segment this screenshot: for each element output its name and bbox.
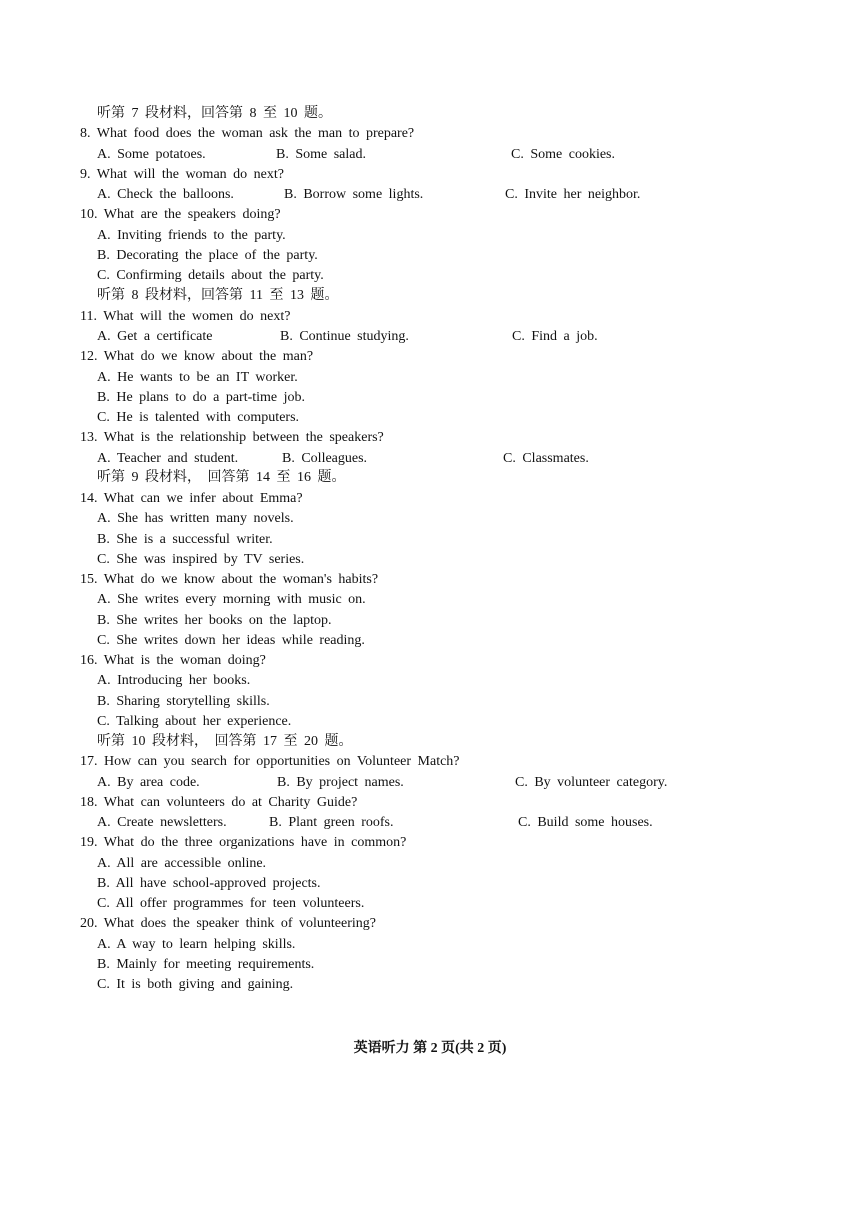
options-row	[0, 773, 860, 793]
question-number: 20.	[80, 916, 98, 931]
option-c: C. She writes down her ideas while reading.	[97, 633, 365, 648]
question-text: What do the three organizations have in common?	[103, 835, 407, 850]
option-a: A. A way to learn helping skills.	[97, 937, 296, 952]
question-12	[80, 347, 313, 367]
question-text: What can we infer about Emma?	[103, 491, 303, 506]
question-9	[80, 165, 284, 185]
option-b: B. Some salad.	[276, 147, 366, 162]
question-text: How can you search for opportunities on Volunteer Match?	[104, 754, 460, 769]
option-b: B. She is a successful writer.	[97, 532, 273, 547]
question-14	[80, 489, 303, 509]
option-a: A. Some potatoes.	[97, 147, 206, 162]
option-c: C. Classmates.	[503, 451, 589, 466]
option-c: C. He is talented with computers.	[97, 410, 300, 425]
option-c: C. Find a job.	[512, 329, 598, 344]
option-a: A. Check the balloons.	[97, 187, 234, 202]
option-b: B. All have school-approved projects.	[97, 876, 321, 891]
option-c: C. Some cookies.	[511, 147, 615, 162]
question-number: 8.	[80, 126, 91, 141]
option-c: C. She was inspired by TV series.	[97, 552, 305, 567]
option-c: C. Build some houses.	[518, 815, 653, 830]
question-20	[80, 914, 376, 934]
question-text: What are the speakers doing?	[103, 207, 281, 222]
question-10	[80, 205, 281, 225]
question-number: 11.	[80, 309, 97, 324]
option-b: B. Continue studying.	[280, 329, 409, 344]
options-row	[0, 813, 860, 833]
question-16	[80, 651, 266, 671]
question-17	[80, 752, 460, 772]
question-11	[80, 307, 290, 327]
option-b: B. Sharing storytelling skills.	[97, 694, 270, 709]
section-heading: 听第 9 段材料， 回答第 14 至 16 题。	[97, 470, 346, 485]
options-row	[0, 185, 860, 205]
option-a: A. By area code.	[97, 775, 200, 790]
option-b: B. Colleagues.	[282, 451, 368, 466]
option-a: A. Create newsletters.	[97, 815, 227, 830]
options-row	[0, 145, 860, 165]
question-text: What food does the woman ask the man to prepare?	[96, 126, 415, 141]
question-number: 15.	[80, 572, 98, 587]
question-number: 18.	[80, 795, 98, 810]
option-b: B. He plans to do a part-time job.	[97, 390, 306, 405]
option-c: C. Talking about her experience.	[97, 714, 292, 729]
options-row	[0, 449, 860, 469]
question-text: What will the woman do next?	[96, 167, 284, 182]
question-18	[80, 793, 357, 813]
option-a: A. He wants to be an IT worker.	[97, 370, 298, 385]
question-text: What will the women do next?	[103, 309, 291, 324]
question-text: What do we know about the man?	[103, 349, 314, 364]
section-heading: 听第 8 段材料，回答第 11 至 13 题。	[97, 288, 339, 303]
question-number: 19.	[80, 835, 98, 850]
section-heading: 听第 7 段材料，回答第 8 至 10 题。	[97, 106, 332, 121]
question-number: 13.	[80, 430, 98, 445]
section-heading: 听第 10 段材料， 回答第 17 至 20 题。	[97, 734, 353, 749]
question-8	[80, 124, 414, 144]
page-footer: 英语听力 第 2 页(共 2 页)	[353, 1041, 507, 1056]
question-text: What is the woman doing?	[103, 653, 266, 668]
option-a: A. She writes every morning with music on.	[97, 592, 366, 607]
question-19	[80, 833, 406, 853]
question-13	[80, 428, 384, 448]
question-number: 17.	[80, 754, 98, 769]
option-b: B. By project names.	[277, 775, 404, 790]
options-row	[0, 327, 860, 347]
question-number: 9.	[80, 167, 91, 182]
question-number: 16.	[80, 653, 98, 668]
option-c: C. By volunteer category.	[515, 775, 668, 790]
question-number: 12.	[80, 349, 98, 364]
option-a: A. Inviting friends to the party.	[97, 228, 286, 243]
option-a: A. She has written many novels.	[97, 511, 294, 526]
option-b: B. She writes her books on the laptop.	[97, 613, 332, 628]
option-a: A. Introducing her books.	[97, 673, 251, 688]
option-b: B. Borrow some lights.	[284, 187, 424, 202]
option-c: C. Invite her neighbor.	[505, 187, 641, 202]
option-c: C. Confirming details about the party.	[97, 268, 324, 283]
option-b: B. Plant green roofs.	[269, 815, 394, 830]
question-number: 10.	[80, 207, 98, 222]
option-b: B. Decorating the place of the party.	[97, 248, 318, 263]
option-c: C. All offer programmes for teen volunteers.	[97, 896, 365, 911]
option-a: A. Teacher and student.	[97, 451, 239, 466]
question-number: 14.	[80, 491, 98, 506]
question-15	[80, 570, 378, 590]
question-text: What can volunteers do at Charity Guide?	[103, 795, 358, 810]
option-a: A. Get a certificate	[97, 329, 213, 344]
option-a: A. All are accessible online.	[97, 856, 267, 871]
question-text: What is the relationship between the speakers?	[103, 430, 384, 445]
question-text: What do we know about the woman's habits?	[103, 572, 379, 587]
option-c: C. It is both giving and gaining.	[97, 977, 294, 992]
option-b: B. Mainly for meeting requirements.	[97, 957, 315, 972]
question-text: What does the speaker think of volunteering?	[103, 916, 376, 931]
